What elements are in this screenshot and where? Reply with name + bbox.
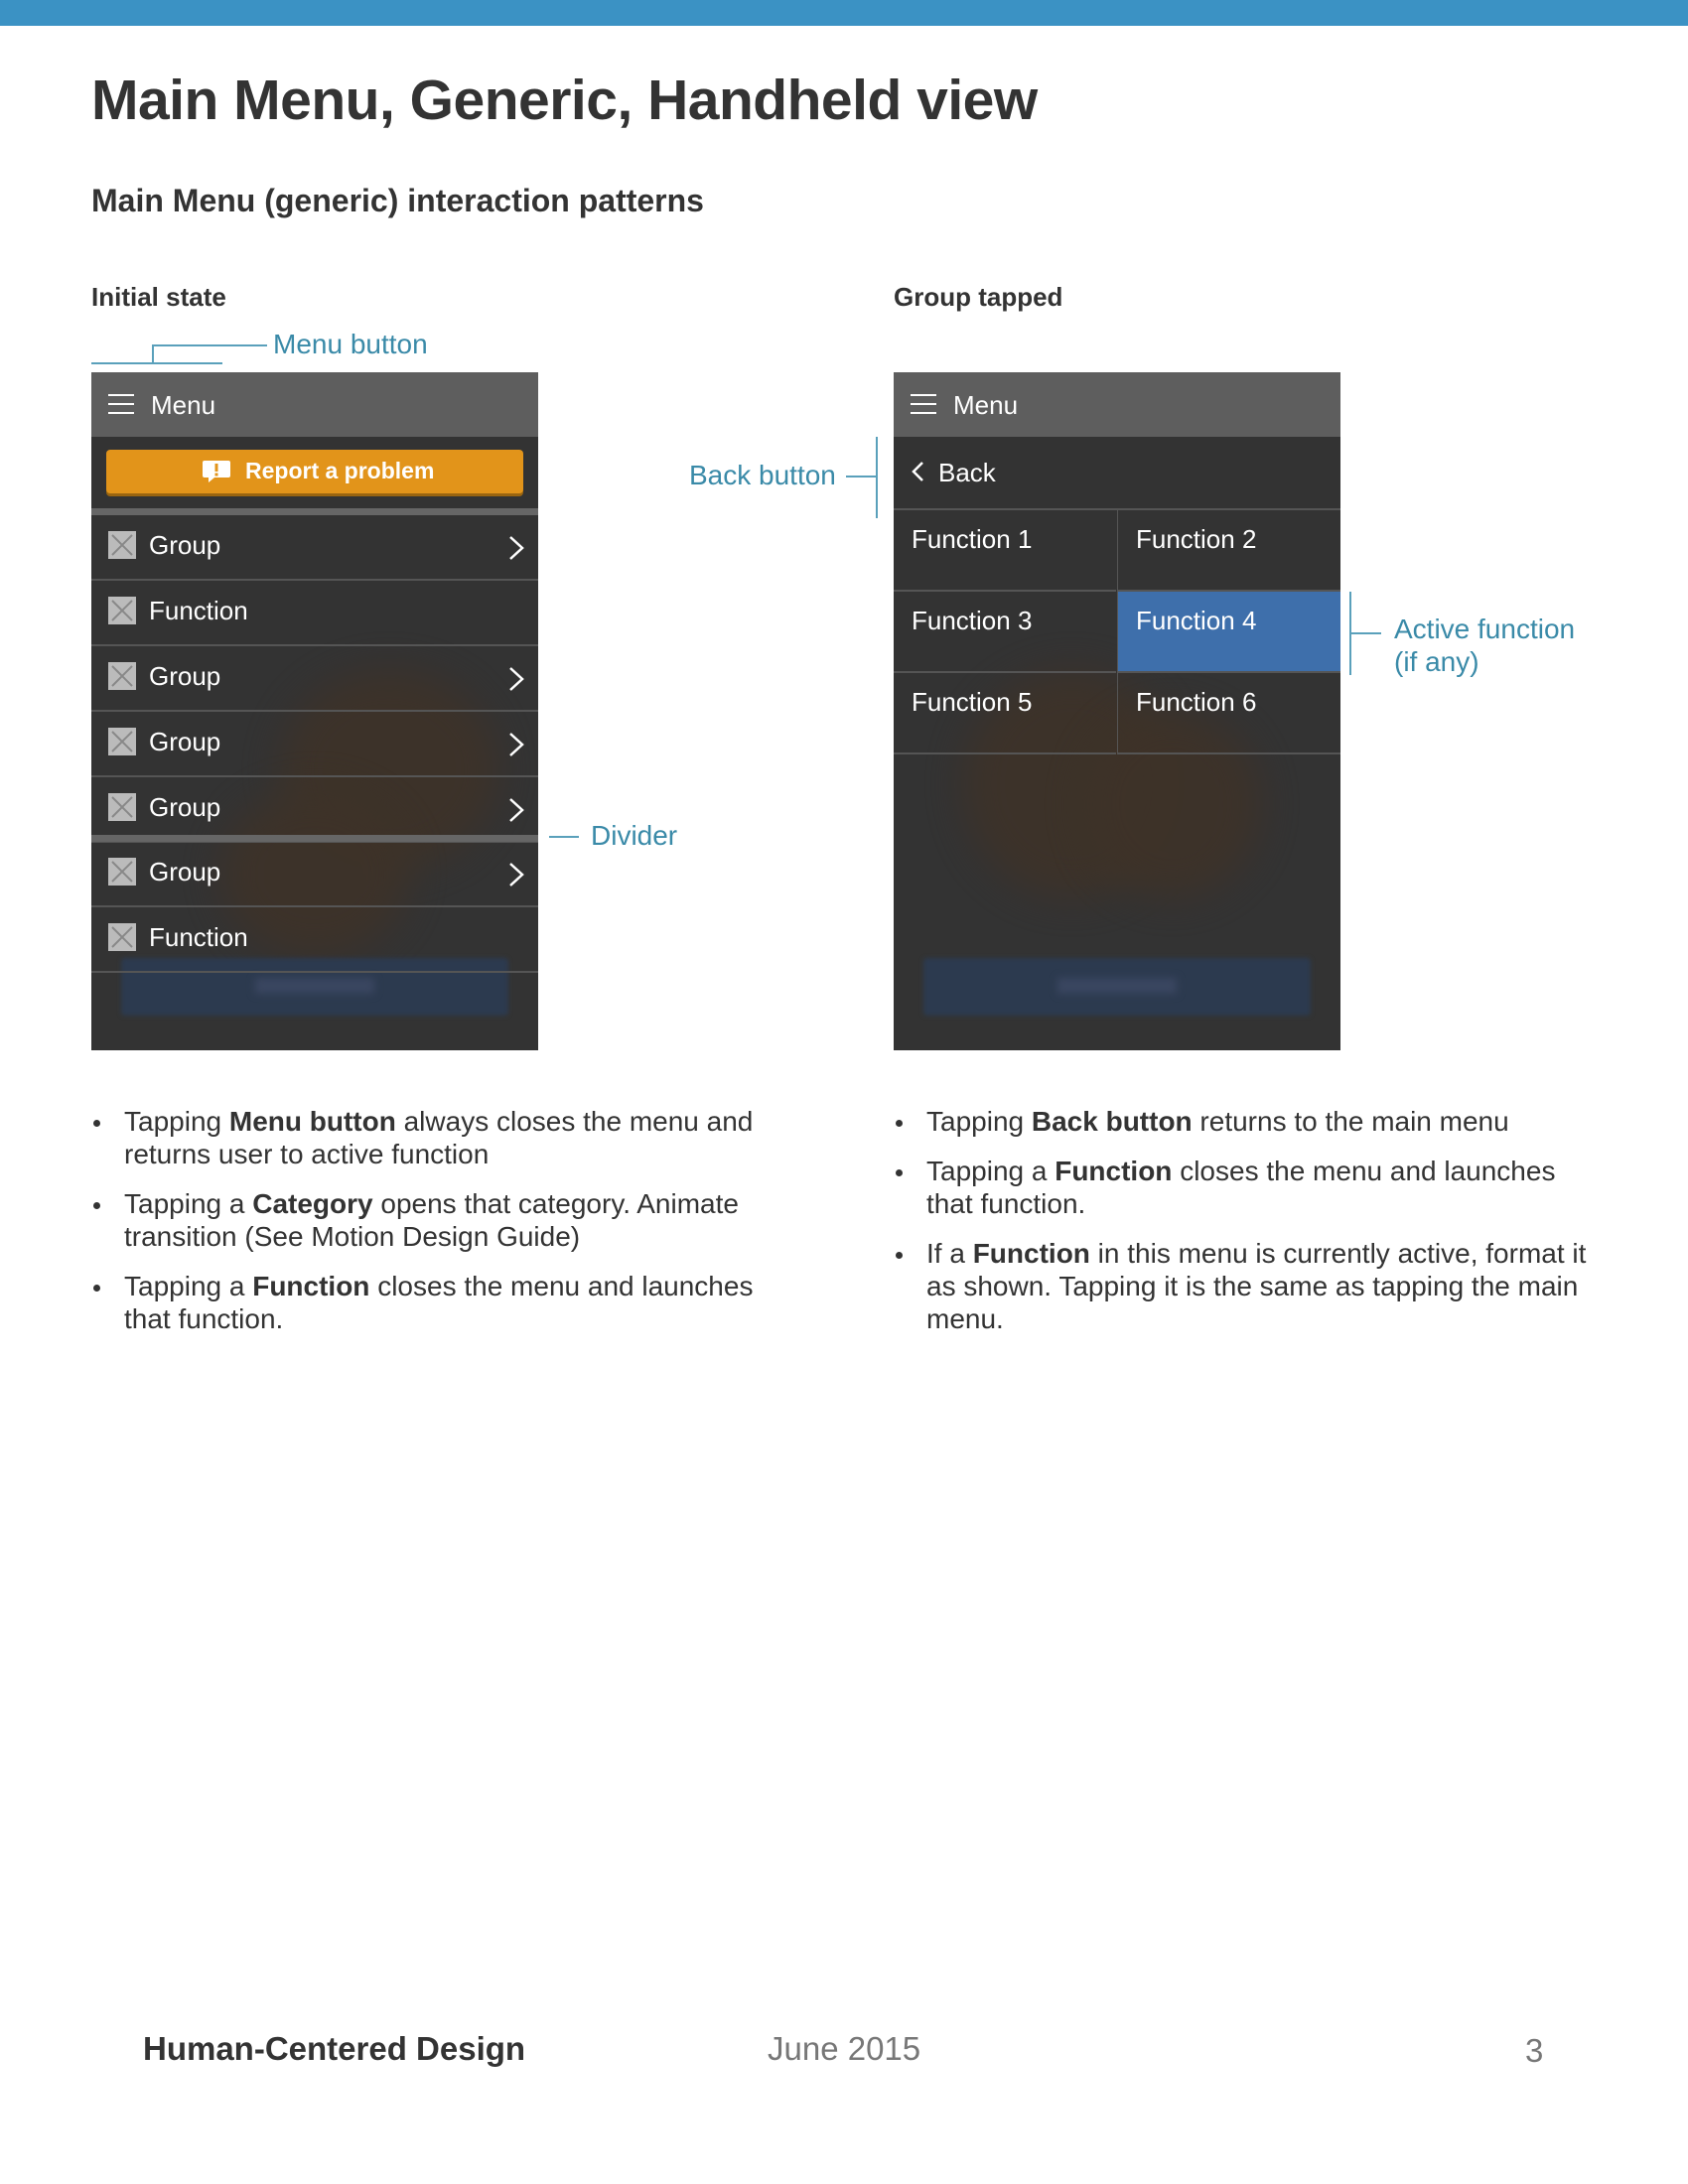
function-cell-active[interactable] (1117, 592, 1340, 673)
menu-row-label: Group (149, 661, 221, 691)
placeholder-icon (108, 662, 136, 690)
chevron-right-icon (506, 861, 526, 888)
left-bullet-list (91, 1105, 806, 1352)
placeholder-icon (108, 923, 136, 951)
phone-group-tapped (894, 372, 1340, 1050)
menu-button-callout: Menu button (273, 329, 428, 359)
menu-row-function[interactable] (91, 907, 538, 973)
chevron-right-icon (506, 534, 526, 562)
menu-header (91, 372, 538, 437)
menu-row-group[interactable] (91, 842, 538, 907)
menu-row-group[interactable] (91, 712, 538, 777)
callout-leader-line (1351, 632, 1381, 634)
report-problem-label: Report a problem (245, 458, 435, 483)
callout-leader-line (876, 437, 878, 518)
menu-row-label: Group (149, 727, 221, 756)
phone-initial-state (91, 372, 538, 1050)
function-cell[interactable] (894, 510, 1116, 592)
menu-row-label: Function (149, 922, 248, 952)
bullet-item: Tapping Menu button always closes the menu and returns user to active function (91, 1105, 806, 1170)
menu-row-label: Group (149, 530, 221, 560)
menu-header (894, 372, 1340, 437)
callout-leader-line (91, 362, 222, 364)
callout-leader-line (152, 344, 267, 346)
menu-row-label: Function (149, 596, 248, 625)
left-heading: Initial state (91, 282, 226, 312)
function-cell[interactable] (894, 673, 1116, 754)
menu-divider (91, 835, 538, 842)
bullet-item: Tapping a Category opens that category. Animate transition (See Motion Design Guide) (91, 1187, 806, 1253)
chevron-right-icon (506, 731, 526, 758)
back-button-callout: Back button (689, 460, 836, 490)
page-title: Main Menu, Generic, Handheld view (91, 68, 1038, 132)
right-heading: Group tapped (894, 282, 1063, 312)
report-problem-button[interactable] (106, 450, 523, 493)
placeholder-icon (108, 858, 136, 886)
function-label: Function 3 (912, 606, 1033, 635)
function-label: Function 6 (1136, 687, 1257, 717)
page-number: 3 (1525, 2032, 1544, 2069)
back-button[interactable] (894, 437, 1340, 510)
page-subtitle: Main Menu (generic) interaction patterns (91, 183, 704, 218)
callout-leader-line (152, 344, 154, 363)
hamburger-icon[interactable] (911, 394, 936, 414)
callout-leader-line (846, 476, 876, 478)
chevron-left-icon (911, 461, 924, 482)
top-accent-bar (0, 0, 1688, 26)
callout-leader-line (549, 836, 579, 838)
menu-row-label: Group (149, 857, 221, 887)
menu-header-title: Menu (151, 390, 216, 420)
menu-row-group[interactable] (91, 777, 538, 843)
right-bullet-list (894, 1105, 1599, 1352)
alert-bubble-icon (202, 460, 231, 483)
menu-row-function[interactable] (91, 581, 538, 646)
bullet-item: Tapping Back button returns to the main menu (894, 1105, 1599, 1138)
function-label: Function 2 (1136, 524, 1257, 554)
placeholder-icon (108, 793, 136, 821)
menu-row-group[interactable] (91, 515, 538, 581)
chevron-right-icon (506, 665, 526, 693)
function-label: Function 1 (912, 524, 1033, 554)
chevron-right-icon (506, 796, 526, 824)
footer-date: June 2015 (768, 2030, 921, 2067)
divider-callout: Divider (591, 820, 678, 851)
function-cell[interactable] (1117, 673, 1340, 754)
hamburger-icon[interactable] (108, 394, 134, 414)
placeholder-icon (108, 531, 136, 559)
placeholder-icon (108, 597, 136, 624)
bullet-item: Tapping a Function closes the menu and launches that function. (894, 1155, 1599, 1220)
function-cell[interactable] (1117, 510, 1340, 592)
bullet-item: Tapping a Function closes the menu and launches that function. (91, 1270, 806, 1335)
active-function-callout: Active function (if any) (1394, 614, 1576, 677)
footer-brand: Human-Centered Design (143, 2030, 526, 2067)
placeholder-icon (108, 728, 136, 755)
top-divider (91, 508, 538, 515)
function-cell[interactable] (894, 592, 1116, 673)
function-label: Function 4 (1136, 606, 1257, 635)
function-label: Function 5 (912, 687, 1033, 717)
back-label: Back (938, 458, 996, 487)
menu-row-label: Group (149, 792, 221, 822)
menu-header-title: Menu (953, 390, 1019, 420)
bullet-item: If a Function in this menu is currently active, format it as shown. Tapping it is the same as tapping the main menu. (894, 1237, 1599, 1335)
menu-row-group[interactable] (91, 646, 538, 712)
